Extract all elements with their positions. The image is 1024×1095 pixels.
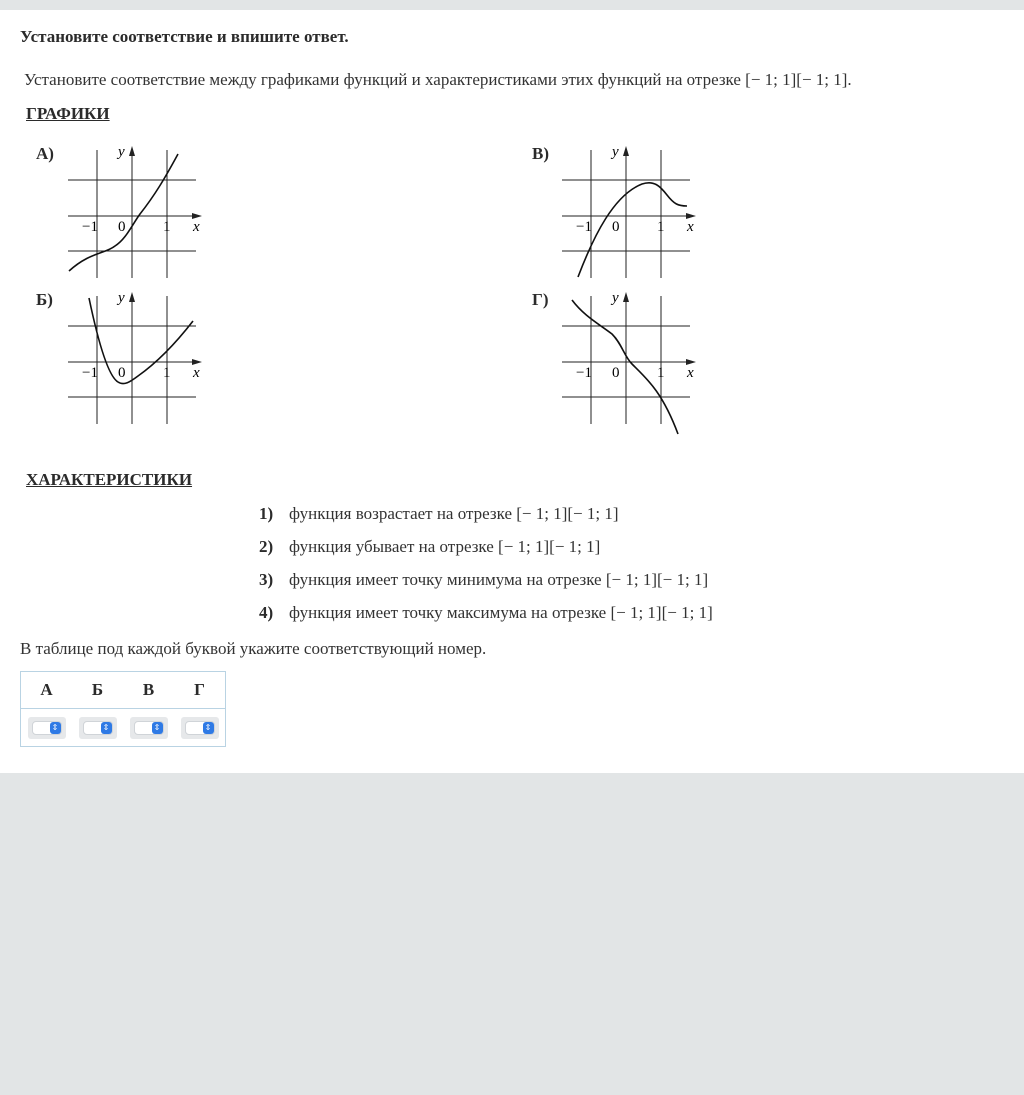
task-instruction: Установите соответствие и впишите ответ. xyxy=(20,27,349,46)
characteristic-item xyxy=(259,570,713,603)
graphs-heading: ГРАФИКИ xyxy=(26,104,110,123)
y-axis-arrow-icon xyxy=(623,146,629,156)
characteristic-item xyxy=(259,537,713,570)
table-instruction: В таблице под каждой буквой укажите соответствующий номер. xyxy=(20,639,487,658)
function-curve xyxy=(578,183,687,277)
column-header-g: Г xyxy=(194,680,205,699)
answer-table xyxy=(20,671,226,747)
chevron-up-down-icon: ⇕ xyxy=(152,722,163,734)
characteristic-text: функция имеет точку минимума на отрезке [− 1; 1][− 1; 1] xyxy=(289,570,709,589)
tick-label-zero: 0 xyxy=(118,365,126,381)
answer-select-g[interactable] xyxy=(181,717,219,739)
task-card xyxy=(0,10,1024,773)
answer-select-v[interactable] xyxy=(130,717,168,739)
y-axis-arrow-icon xyxy=(129,146,135,156)
tick-label-neg-one: −1 xyxy=(82,365,98,381)
graph-b-label: Б) xyxy=(36,290,53,309)
top-bar xyxy=(0,0,1024,10)
characteristic-number: 3) xyxy=(259,570,274,589)
graph-v-label: В) xyxy=(532,144,549,163)
characteristics-heading: ХАРАКТЕРИСТИКИ xyxy=(26,470,193,489)
answer-select-row xyxy=(21,709,225,746)
y-axis-label: y xyxy=(612,290,619,306)
characteristic-text: функция имеет точку максимума на отрезке [− 1; 1][− 1; 1] xyxy=(289,603,713,622)
y-axis-label: y xyxy=(612,144,619,160)
chevron-up-down-icon: ⇕ xyxy=(101,722,112,734)
characteristic-number: 4) xyxy=(259,603,274,622)
graph-b xyxy=(60,286,210,426)
graph-a xyxy=(60,140,210,280)
tick-label-zero: 0 xyxy=(612,365,620,381)
characteristic-number: 2) xyxy=(259,537,274,556)
characteristic-text: функция возрастает на отрезке [− 1; 1][− 1; 1] xyxy=(289,504,619,523)
tick-label-one: 1 xyxy=(163,219,171,235)
y-axis-label: y xyxy=(118,290,125,306)
graph-g-label: Г) xyxy=(532,290,549,309)
question-text: Установите соответствие между графиками функций и характеристиками этих функций на отрезке [− 1; 1][− 1; 1]. xyxy=(24,70,852,89)
tick-label-neg-one: −1 xyxy=(82,219,98,235)
characteristics-list xyxy=(259,504,713,636)
y-axis-arrow-icon xyxy=(129,292,135,302)
characteristic-item xyxy=(259,504,713,537)
answer-select-b[interactable] xyxy=(79,717,117,739)
y-axis-arrow-icon xyxy=(623,292,629,302)
answer-table-header xyxy=(21,672,225,709)
chevron-up-down-icon: ⇕ xyxy=(203,722,214,734)
column-header-v: В xyxy=(142,680,155,699)
column-header-b: Б xyxy=(91,680,104,699)
characteristic-number: 1) xyxy=(259,504,274,523)
x-axis-label: x xyxy=(193,219,200,235)
x-axis-label: x xyxy=(687,365,694,381)
column-header-a: А xyxy=(40,680,53,699)
graph-grid xyxy=(68,296,198,424)
tick-label-neg-one: −1 xyxy=(576,219,592,235)
x-axis-label: x xyxy=(193,365,200,381)
tick-label-one: 1 xyxy=(657,219,665,235)
characteristic-text: функция убывает на отрезке [− 1; 1][− 1; 1] xyxy=(289,537,601,556)
graph-a-label: А) xyxy=(36,144,54,163)
x-axis-label: x xyxy=(687,219,694,235)
tick-label-zero: 0 xyxy=(118,219,126,235)
tick-label-one: 1 xyxy=(657,365,665,381)
graph-grid xyxy=(562,150,692,278)
graph-grid xyxy=(562,296,692,424)
function-curve xyxy=(89,298,193,384)
y-axis-label: y xyxy=(118,144,125,160)
tick-label-zero: 0 xyxy=(612,219,620,235)
tick-label-neg-one: −1 xyxy=(576,365,592,381)
tick-label-one: 1 xyxy=(163,365,171,381)
characteristic-item xyxy=(259,603,713,636)
graph-v xyxy=(554,140,704,280)
chevron-up-down-icon: ⇕ xyxy=(50,722,61,734)
function-curve xyxy=(69,154,178,271)
graph-g xyxy=(554,286,704,426)
answer-select-a[interactable] xyxy=(28,717,66,739)
